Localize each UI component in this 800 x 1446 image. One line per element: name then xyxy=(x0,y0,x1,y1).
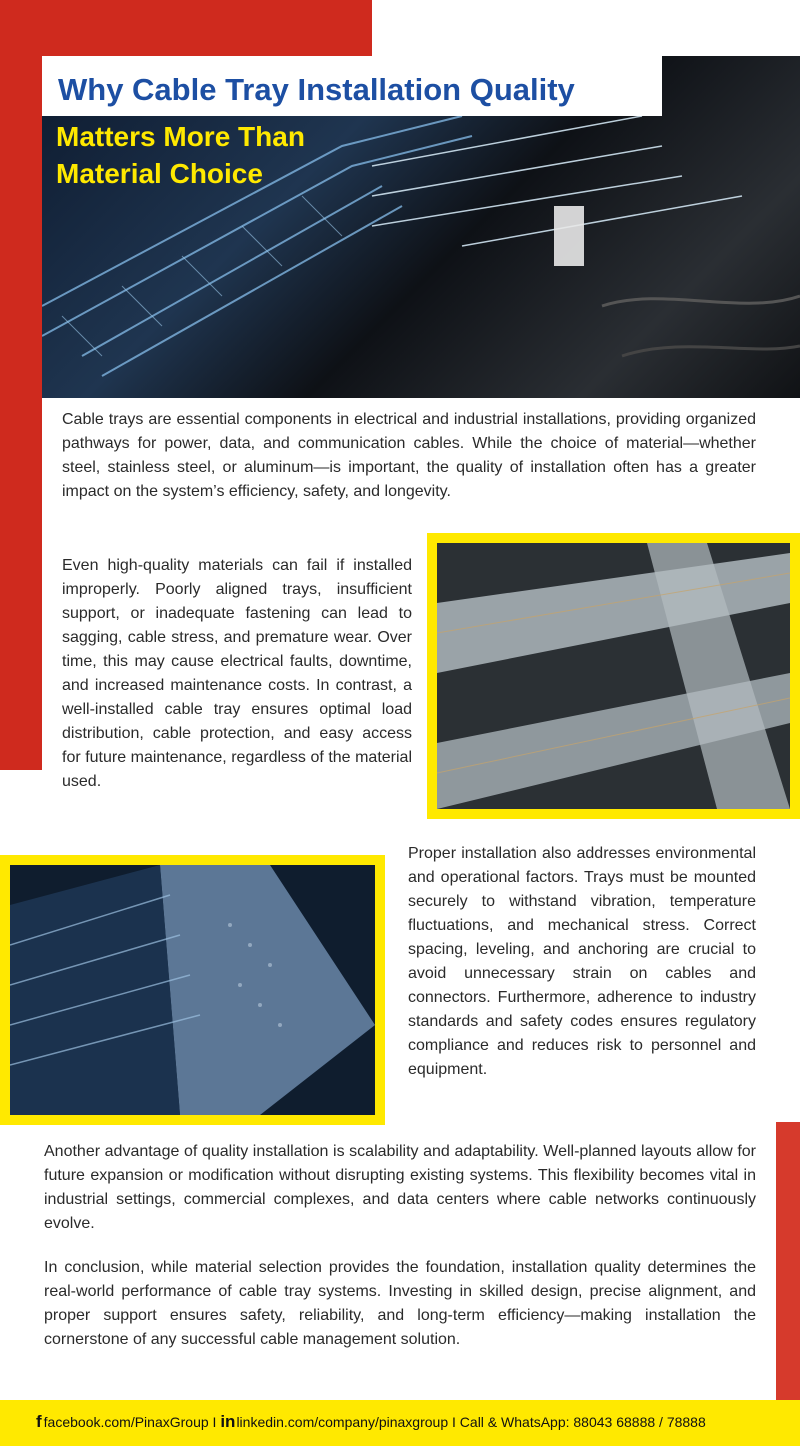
linkedin-link[interactable]: linkedin.com/company/pinaxgroup xyxy=(236,1414,449,1430)
paragraph-intro: Cable trays are essential components in electrical and industrial installations, providing organized pathways for power, data, and communication cables. While the choice of material—whether steel, stainless steel, or aluminum—is important, the quality of installation often has a greater impact on the system’s efficiency, safety, and longevity. xyxy=(62,411,756,500)
page-subtitle: Matters More Than Material Choice xyxy=(56,121,305,189)
paragraph-conclusion: In conclusion, while material selection provides the foundation, installation quality determines the real-world performance of cable tray systems. Investing in skilled design, precise alignment, and proper support ensures safety, reliability, and long-term efficiency—making installation the cornerstone of any successful cable management solution. xyxy=(44,1259,756,1348)
red-accent-bar-top xyxy=(0,0,372,56)
paragraph-scalability: Another advantage of quality installation is scalability and adaptability. Well-planned layouts allow for future expansion or modification without disrupting existing systems. This flexibility becomes vital in industrial settings, commercial complexes, and data centers where cable networks continuously evolve. xyxy=(44,1143,756,1232)
contact-numbers: I Call & WhatsApp: 88043 68888 / 78888 xyxy=(448,1414,706,1430)
facebook-icon: f xyxy=(36,1412,42,1431)
paragraph-failure: Even high-quality materials can fail if installed improperly. Poorly aligned trays, insufficient support, or inadequate fastening can lead to sagging, cable stress, and premature wear. Over time, this may cause electrical faults, downtime, and increased maintenance costs. In contrast, a well-installed cable tray ensures optimal load distribution, cable protection, and easy access for future maintenance, regardless of the material used. xyxy=(62,557,412,790)
paragraph-environment: Proper installation also addresses environmental and operational factors. Trays must be mounted securely to withstand vibration, temperature fluctuations, and mechanical stress. Correct spacing, leveling, and anchoring are crucial to avoid unnecessary strain on cables and connectors. Furthermore, adherence to industry standards and safety codes ensures regulatory compliance and reduces risk to personnel and equipment. xyxy=(408,845,756,1078)
footer-separator: I xyxy=(208,1414,221,1430)
footer-contact xyxy=(36,1412,706,1432)
red-accent-bar-left xyxy=(0,0,42,770)
facebook-link[interactable]: facebook.com/PinaxGroup xyxy=(43,1414,209,1430)
page-title: Why Cable Tray Installation Quality xyxy=(58,72,575,107)
cable-tray-photo-2 xyxy=(0,855,385,1125)
red-accent-bar-right xyxy=(776,1122,800,1400)
cable-tray-photo-1 xyxy=(427,533,800,819)
linkedin-icon: in xyxy=(220,1412,236,1431)
